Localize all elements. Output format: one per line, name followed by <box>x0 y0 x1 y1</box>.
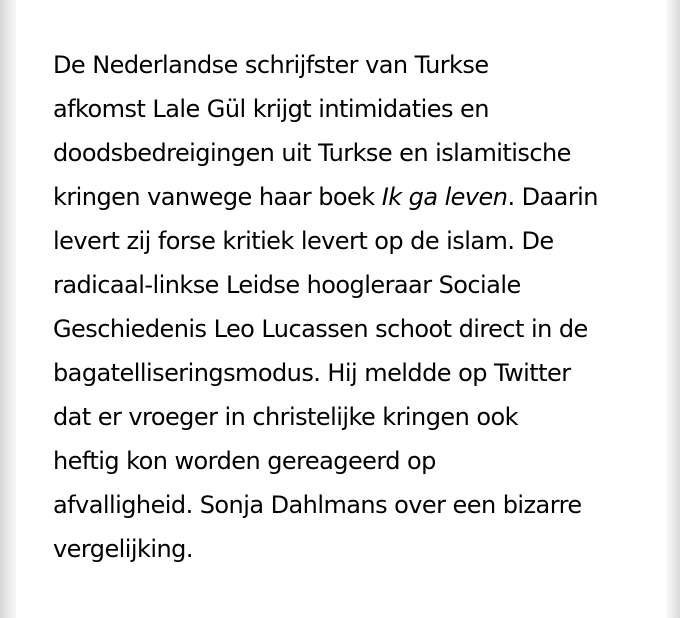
right-frame-edge <box>666 0 680 618</box>
article-line-6: radicaal-linkse Leidse hoogleraar Sociale <box>53 271 521 299</box>
article-line-8: bagatelliseringsmodus. Hij meldde op Twitter <box>53 359 571 387</box>
left-frame-edge <box>0 0 16 618</box>
article-line-4 <box>53 175 653 219</box>
article-line-1: De Nederlandse schrijfster van Turkse <box>53 51 489 79</box>
article-line-7: Geschiedenis Leo Lucassen schoot direct in de <box>53 315 588 343</box>
article-line-4-text: kringen vanwege haar boek <box>53 183 375 211</box>
article-line-10: heftig kon worden gereageerd op <box>53 447 436 475</box>
article-card <box>16 0 666 618</box>
article-line-9: dat er vroeger in christelijke kringen ook <box>53 403 518 431</box>
article-line-4-tail: . Daarin <box>507 183 598 211</box>
article-line-11: afvalligheid. Sonja Dahlmans over een bizarre <box>53 491 582 519</box>
book-title: Ik ga leven <box>381 183 508 211</box>
article-line-5: levert zij forse kritiek levert op de islam. De <box>53 227 554 255</box>
article-intro-paragraph <box>53 43 653 571</box>
article-line-12: vergelijking. <box>53 535 193 563</box>
article-line-3: doodsbedreigingen uit Turkse en islamitische <box>53 139 571 167</box>
article-line-2: afkomst Lale Gül krijgt intimidaties en <box>53 95 489 123</box>
